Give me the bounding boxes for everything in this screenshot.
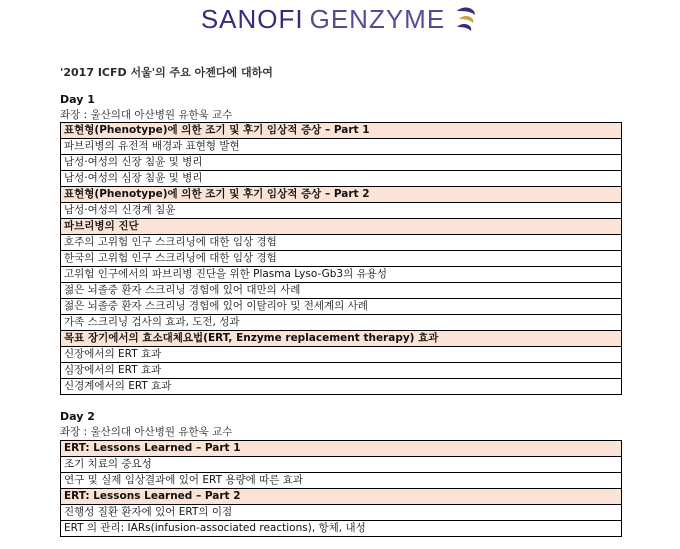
agenda-item-row [61, 505, 622, 521]
agenda-item-text: 가족 스크리닝 검사의 효과, 도전, 성과 [61, 315, 622, 331]
agenda-item-row [61, 315, 622, 331]
agenda-item-text: 파브리병의 유전적 배경과 표현형 발현 [61, 139, 622, 155]
agenda-section-row [61, 187, 622, 203]
agenda-item-row [61, 363, 622, 379]
day2-agenda-table [60, 440, 622, 537]
agenda-item-row [61, 203, 622, 219]
agenda-item-row [61, 347, 622, 363]
agenda-item-row [61, 155, 622, 171]
day1-label: Day 1 [60, 93, 95, 106]
agenda-item-text: 고위험 인구에서의 파브리병 진단을 위한 Plasma Lyso-Gb3의 유용성 [61, 267, 622, 283]
agenda-item-text: 신장에서의 ERT 효과 [61, 347, 622, 363]
agenda-section-row [61, 331, 622, 347]
agenda-item-text: 남성·여성의 신경계 침윤 [61, 203, 622, 219]
agenda-item-row [61, 521, 622, 537]
agenda-item-row [61, 473, 622, 489]
agenda-item-text: 심장에서의 ERT 효과 [61, 363, 622, 379]
agenda-section-row [61, 441, 622, 457]
agenda-item-text: ERT 의 관리: IARs(infusion-associated reactions), 항체, 내성 [61, 521, 622, 537]
agenda-item-row [61, 139, 622, 155]
logo-brand-right: GENZYME [309, 4, 446, 34]
agenda-section-title: 파브리병의 진단 [61, 219, 622, 235]
agenda-item-text: 연구 및 실제 임상결과에 있어 ERT 용량에 따른 효과 [61, 473, 622, 489]
agenda-item-row [61, 299, 622, 315]
agenda-item-text: 남성·여성의 심장 침윤 및 병리 [61, 171, 622, 187]
agenda-section-title: 목표 장기에서의 효소대체요법(ERT, Enzyme replacement therapy) 효과 [61, 331, 622, 347]
agenda-item-row [61, 267, 622, 283]
agenda-item-text: 젊은 뇌졸중 환자 스크리닝 경험에 있어 대만의 사례 [61, 283, 622, 299]
agenda-item-text: 젊은 뇌졸중 환자 스크리닝 경험에 있어 이탈리아 및 전세계의 사례 [61, 299, 622, 315]
agenda-item-row [61, 251, 622, 267]
agenda-section-title: ERT: Lessons Learned – Part 1 [61, 441, 622, 457]
agenda-section-row [61, 219, 622, 235]
agenda-item-row [61, 171, 622, 187]
sanofi-genzyme-swirl-icon [453, 5, 479, 33]
agenda-section-title: 표현형(Phenotype)에 의한 조기 및 후기 임상적 증상 – Part 1 [61, 123, 622, 139]
agenda-item-row [61, 457, 622, 473]
agenda-item-row [61, 235, 622, 251]
agenda-section-row [61, 123, 622, 139]
logo-wordmark [201, 4, 445, 34]
agenda-item-text: 진행성 질환 환자에 있어 ERT의 이점 [61, 505, 622, 521]
agenda-item-text: 한국의 고위험 인구 스크리닝에 대한 임상 경험 [61, 251, 622, 267]
day1-agenda-table [60, 122, 622, 395]
agenda-item-text: 신경계에서의 ERT 효과 [61, 379, 622, 395]
day1-chair: 좌장 : 울산의대 아산병원 유한욱 교수 [60, 109, 233, 121]
day2-chair: 좌장 : 울산의대 아산병원 유한욱 교수 [60, 426, 233, 438]
agenda-section-title: ERT: Lessons Learned – Part 2 [61, 489, 622, 505]
agenda-item-text: 남성·여성의 신장 침윤 및 병리 [61, 155, 622, 171]
agenda-item-row [61, 379, 622, 395]
logo-brand-left: SANOFI [200, 4, 304, 34]
agenda-item-text: 조기 치료의 중요성 [61, 457, 622, 473]
agenda-section-title: 표현형(Phenotype)에 의한 조기 및 후기 임상적 증상 – Part 2 [61, 187, 622, 203]
document-title: '2017 ICFD 서울'의 주요 아젠다에 대하여 [60, 66, 273, 79]
agenda-item-row [61, 283, 622, 299]
agenda-item-text: 호주의 고위험 인구 스크리닝에 대한 임상 경험 [61, 235, 622, 251]
company-logo [0, 2, 680, 36]
agenda-section-row [61, 489, 622, 505]
day2-label: Day 2 [60, 410, 95, 423]
